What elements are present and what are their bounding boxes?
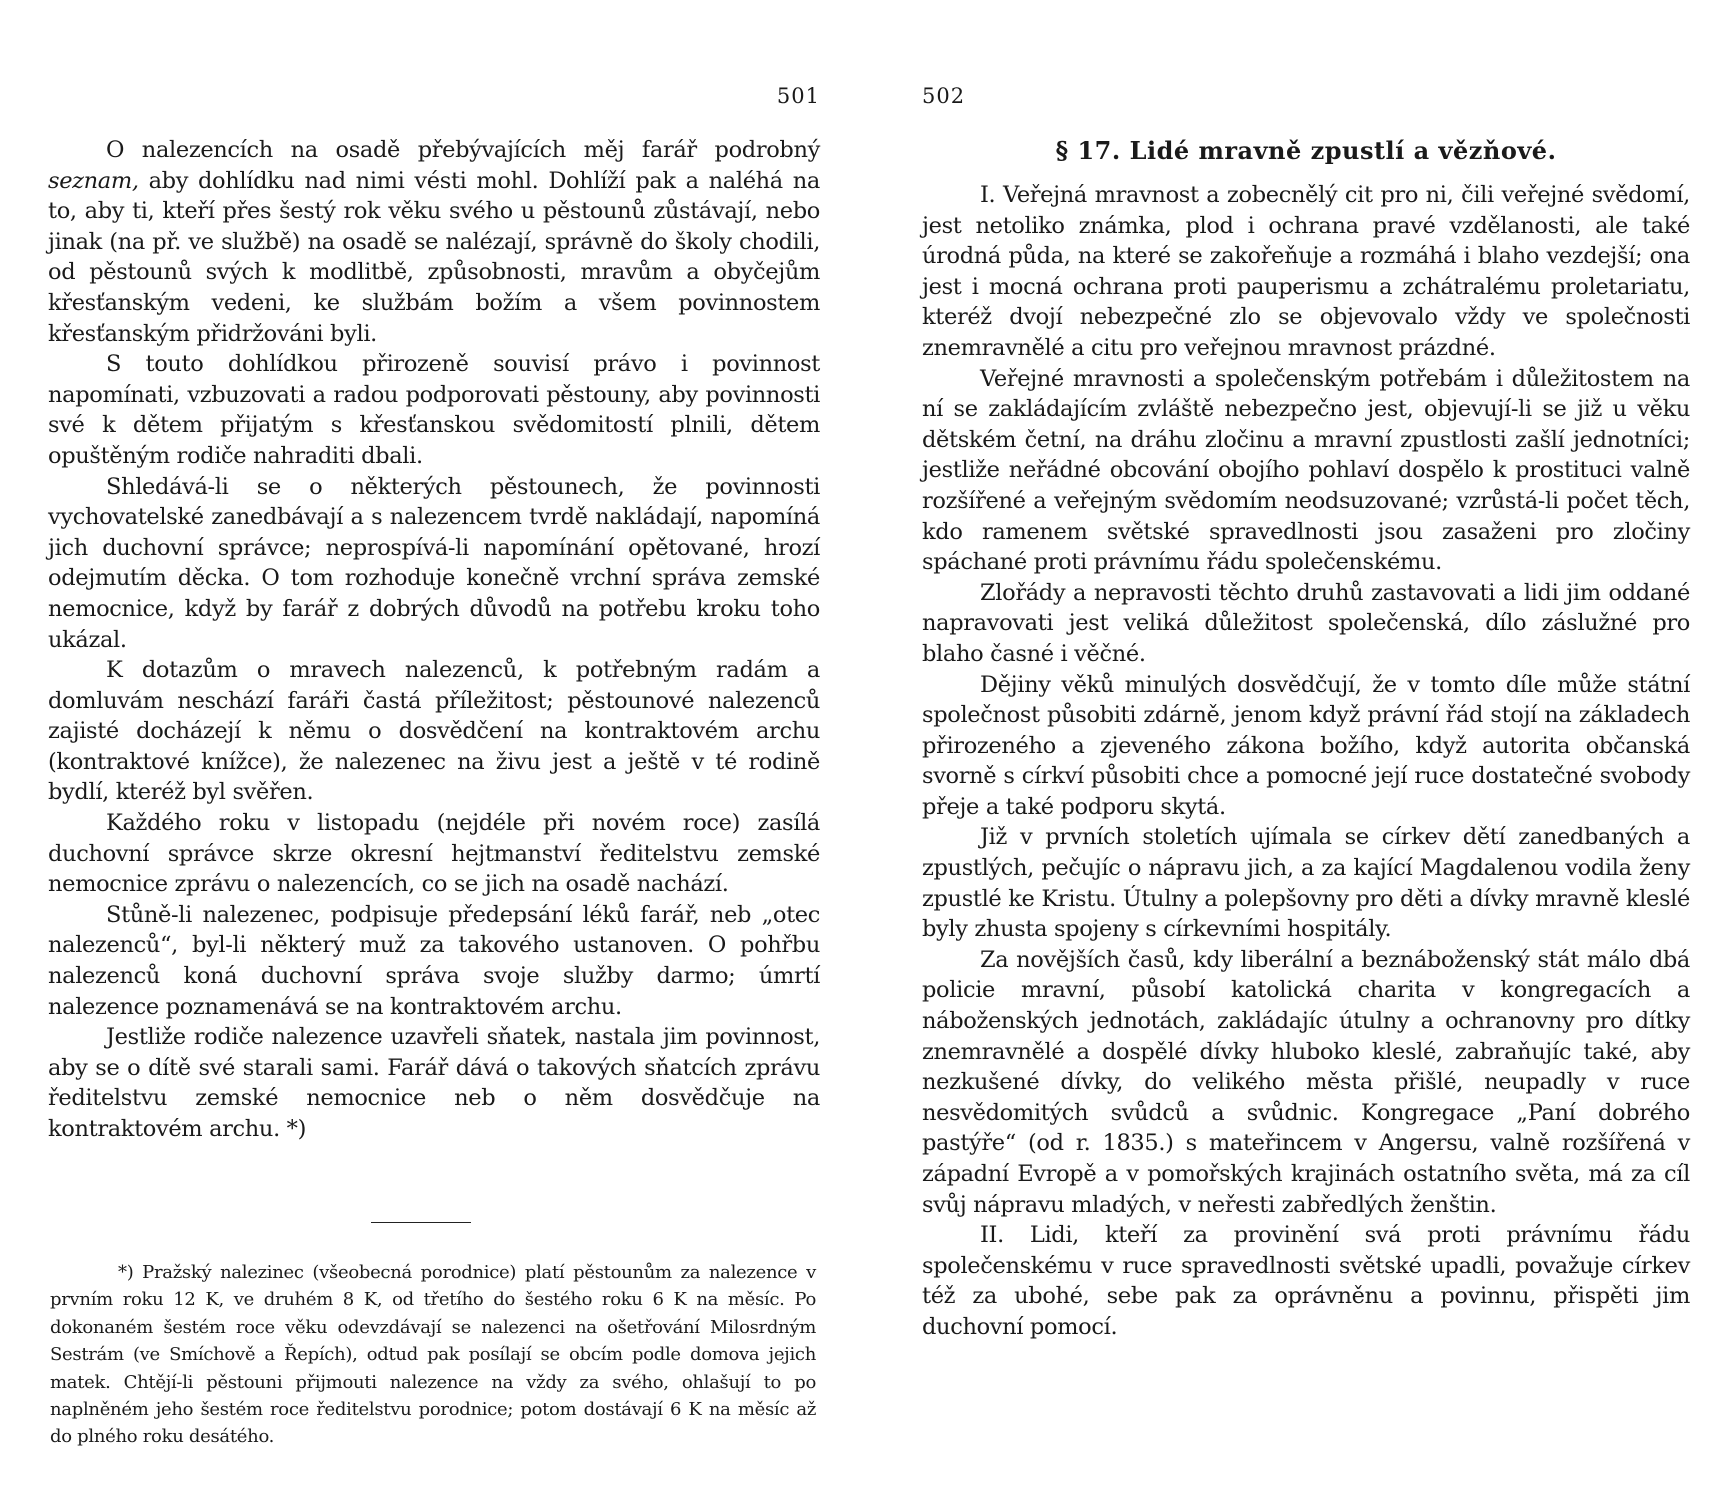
body-text xyxy=(48,135,820,1145)
page-number: 502 xyxy=(922,84,966,108)
text-span: aby dohlídku nad nimi vésti mohl. Dohlíží pak a naléhá na to, aby ti, kteří přes šestý rok věku svého u pěstounů zůstávají, nebo jinak (na př. ve službě) na osadě se nalézají, správně do školy chodili, od pěstounů svých k modlitbě, způsobnosti, mravům a obyčejům křesťanským vedeni, ke službám božím a všem povinnostem křesťanským přidržováni byli. xyxy=(48,167,820,347)
paragraph: Shledává-li se o některých pěstounech, že povinnosti vychovatelské zanedbávají a s nalezencem tvrdě nakládají, napomíná jich duchovní správce; neprospívá-li napomínání opětované, hrozí odejmutím děcka. O tom rozhoduje konečně vrchní správa zemské nemocnice, když by farář z dobrých důvodů na potřebu kroku toho ukázal. xyxy=(48,473,820,653)
paragraph: Jestliže rodiče nalezence uzavřeli sňatek, nastala jim povinnost, aby se o dítě své starali sami. Farář dává o takových sňatcích zprávu ředitelstvu zemské nemocnice neb o něm dosvědčuje na kontraktovém archu. *) xyxy=(48,1024,820,1142)
text-span: O nalezencích na osadě přebývajících měj farář podrobný xyxy=(106,137,820,163)
footnote-divider xyxy=(371,1222,471,1223)
page-number: 501 xyxy=(776,84,820,108)
paragraph: Již v prvních stoletích ujímala se církev dětí zanedbaných a zpustlých, pečujíc o nápravu jich, a za kající Magdalenou vodila ženy zpustlé ke Kristu. Útulny a polepšovny pro děti a dívky mravně kleslé byly zhusta spojeny s církevními hospitály. xyxy=(922,824,1690,943)
paragraph xyxy=(48,135,820,349)
body-text xyxy=(922,180,1690,1343)
paragraph: Stůně-li nalezenec, podpisuje předepsání léků farář, neb „otec nalezenců“, byl-li některý muž za takového ustanoven. O pohřbu nalezenců koná duchovní správa svoje služby darmo; úmrtí nalezence poznamenává se na kontraktovém archu. xyxy=(48,901,820,1020)
section-title: Lidé mravně zpustlí a vězňové. xyxy=(1129,136,1557,165)
paragraph: II. Lidi, kteří za provinění svá proti právnímu řádu společenskému v ruce spravedlnosti světské upadli, považuje církev též za ubohé, sebe pak za oprávněnu a povinnu, přispěti jim duchovní pomocí. xyxy=(922,1222,1690,1340)
footnote-text: *) Pražský nalezinec (všeobecná porodnice) platí pěstounům za nalezence v prvním roku 12 K, ve druhém 8 K, od třetího do šestého roku 6 K na měsíc. Po dokonaném šestém roce věku odevzdávají se nalezenci na ošetřování Milosrdným Sestrám (ve Smíchově a Řepích), odtud pak posílají se obcím podle domova jejich matek. Chtějí-li pěstouni přijmouti nalezence na vždy za svého, ohlašují to po naplněném jeho šestém roce ředitelstvu porodnice; potom dostávají 6 K na měsíc až do plného roku desátého. xyxy=(50,1262,816,1448)
paragraph: Zlořády a nepravosti těchto druhů zastavovati a lidi jim oddané napravovati jest veliká důležitost společenská, dílo záslužné pro blaho časné i věčné. xyxy=(922,579,1690,667)
paragraph: Dějiny věků minulých dosvědčují, že v tomto díle může státní společnost působiti zdárně, jenom když právní řád stojí na základech přirozeného a zjeveného zákona božího, když autorita občanská svorně s církví působiti chce a pomocné její ruce dostatečné svobody přeje a také podporu skytá. xyxy=(922,671,1690,820)
emphasized-text: seznam, xyxy=(48,167,139,194)
paragraph: I. Veřejná mravnost a zobecnělý cit pro ni, čili veřejné svědomí, jest netoliko známka, plod i ochrana pravé vzdělanosti, ale také úrodná půda, na které se zakořeňuje a rozmáhá i blaho vezdejší; ona jest i mocná ochrana proti pauperismu a zchátralému proletariatu, kteréž dvojí nebezpečné zlo se objevovalo vždy ve společnosti znemravnělé a citu pro veřejnou mravnost prázdné. xyxy=(922,182,1690,361)
paragraph: Každého roku v listopadu (nejdéle při novém roce) zasílá duchovní správce skrze okresní hejtmanství ředitelstvu zemské nemocnice zprávu o nalezencích, co se jich na osadě nachází. xyxy=(48,810,820,898)
paragraph: Za novějších časů, kdy liberální a beznáboženský stát málo dbá policie mravní, působí katolická charita v kongregacích a náboženských jednotách, zakládajíc útulny a ochranovny pro dítky znemravnělé a dospělé dívky hluboko kleslé, zabraňujíc také, aby nezkušené dívky, do velikého města přišlé, neupadly v ruce nesvědomitých svůdců a svůdnic. Kongregace „Paní dobrého pastýře“ (od r. 1835.) s mateřincem v Angersu, valně rozšířená v západní Evropě a v pomořských krajinách ostatního světa, má za cíl svůj nápravu mladých, v neřesti zabředlých ženštin. xyxy=(922,946,1690,1218)
paragraph: K dotazům o mravech nalezenců, k potřebným radám a domluvám neschází faráři častá příležitost; pěstounové nalezenců zajisté docházejí k němu o dosvědčení na kontraktovém archu (kontraktové knížce), že nalezenec na živu jest a ještě v té rodině bydlí, kteréž byl svěřen. xyxy=(48,657,820,806)
paragraph: S touto dohlídkou přirozeně souvisí právo i povinnost napomínati, vzbuzovati a radou podporovati pěstouny, aby povinnosti své k dětem přijatým s křesťanskou svědomitostí plnili, dětem opuštěným rodiče nahraditi dbali. xyxy=(48,351,820,469)
section-heading xyxy=(922,136,1690,165)
footnote xyxy=(50,1259,816,1451)
section-number: § 17. xyxy=(1055,136,1121,165)
paragraph: Veřejné mravnosti a společenským potřebám i důležitostem na ní se zakládajícím zvláště nebezpečno jest, objevují-li se již u věku dětském četní, na dráhu zločinu a mravní zpustlosti zašlí jednotníci; jestliže neřádné obcování obojího pohlaví dospělo k prostituci valně rozšířené a veřejným svědomím neodsuzované; vzrůstá-li počet těch, kdo ramenem světské spravedlnosti jsou zasaženi pro zločiny spáchané proti právnímu řádu společenskému. xyxy=(922,365,1690,576)
